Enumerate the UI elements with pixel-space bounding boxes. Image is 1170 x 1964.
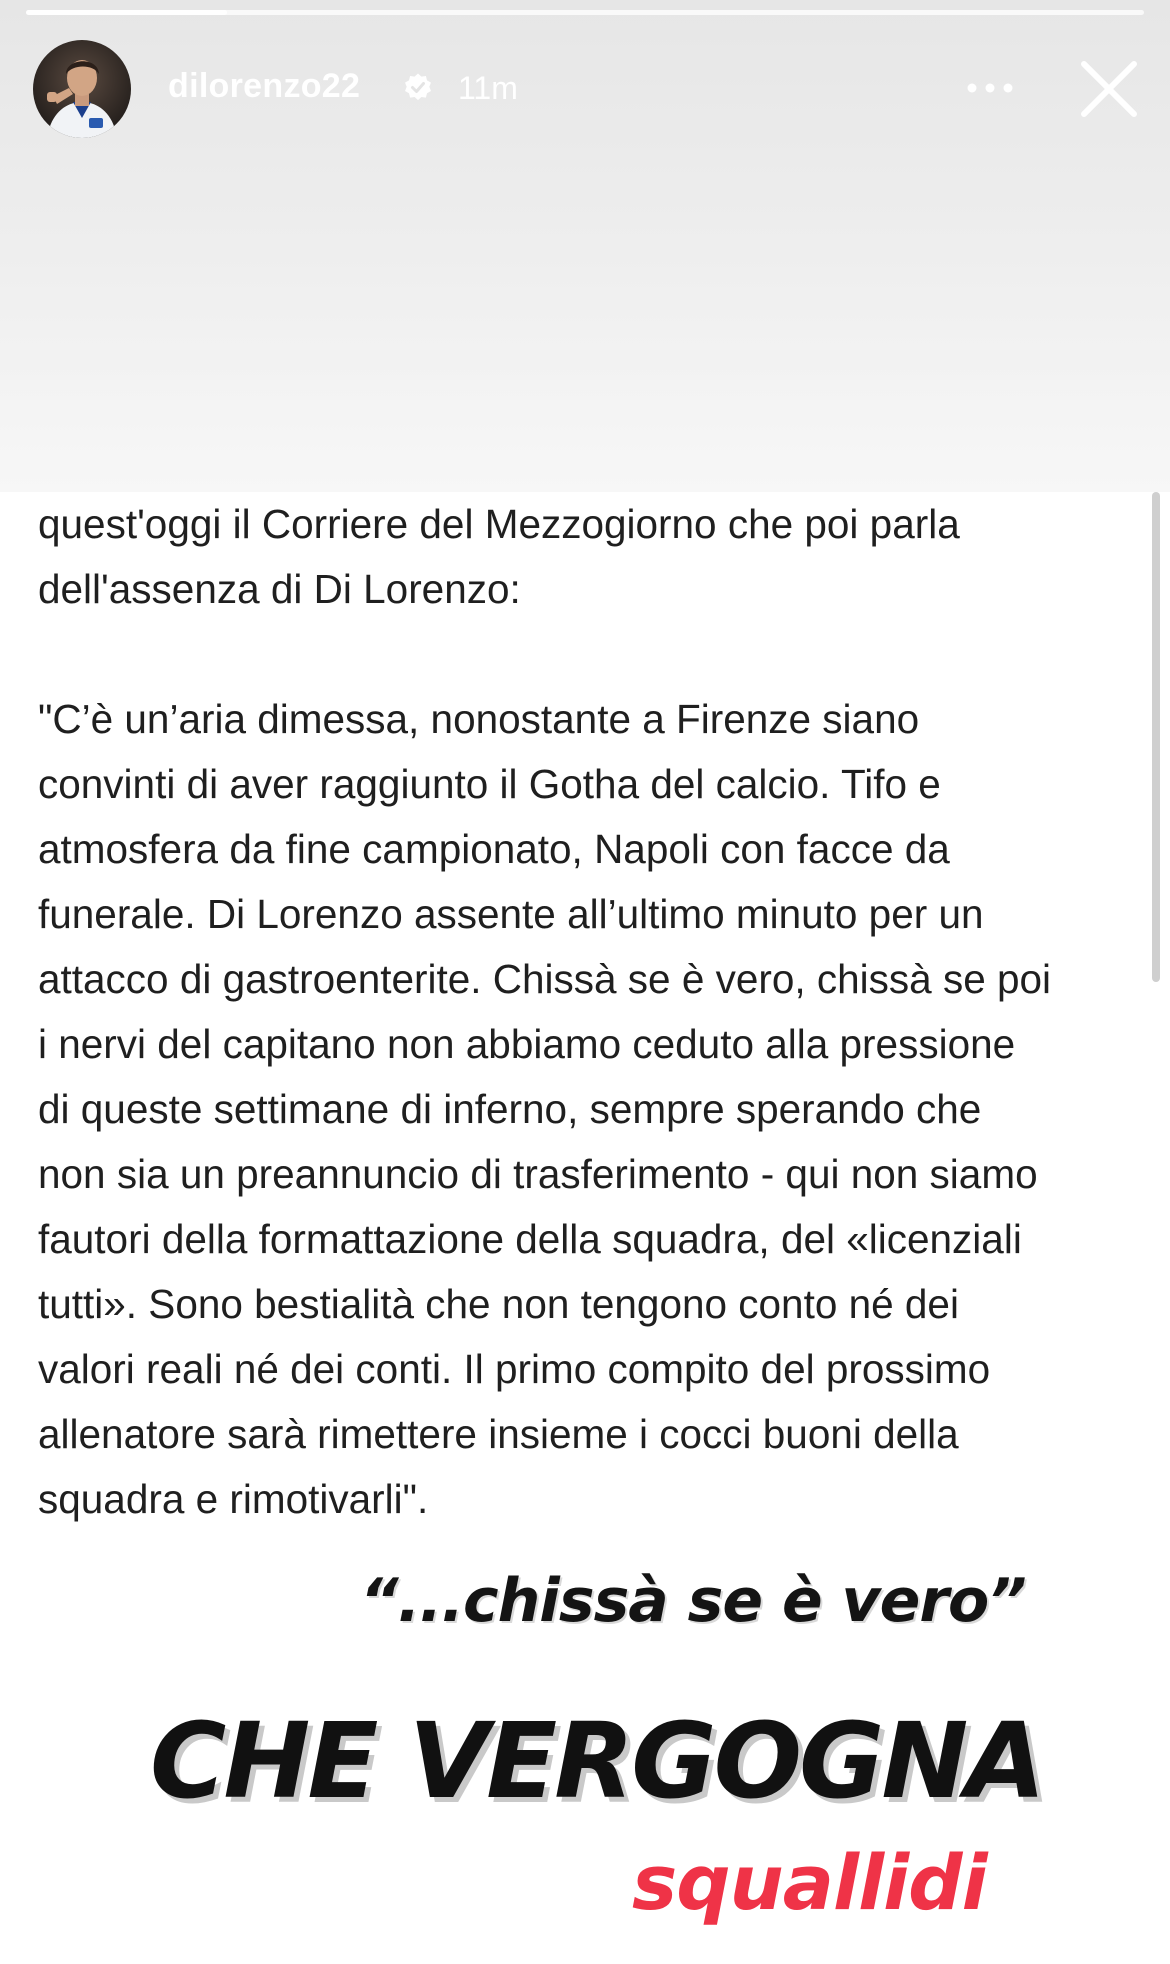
article-line: i nervi del capitano non abbiamo ceduto alla pressione: [38, 1021, 1016, 1067]
avatar[interactable]: [33, 40, 131, 138]
article-line: atmosfera da fine campionato, Napoli con facce da: [38, 826, 950, 872]
article-line: allenatore sarà rimettere insieme i cocci buoni della: [38, 1411, 959, 1457]
headline-caption: CHE VERGOGNA: [150, 1700, 1043, 1822]
avatar-photo: [33, 40, 131, 138]
article-line: funerale. Di Lorenzo assente all’ultimo minuto per un: [38, 891, 984, 937]
scrollbar[interactable]: [1152, 492, 1160, 982]
post-time: 11m: [458, 70, 518, 106]
story-progress-fill: [26, 10, 227, 15]
article-line: dell'assenza di Di Lorenzo:: [38, 566, 521, 612]
article-line: non sia un preannuncio di trasferimento - qui non siamo: [38, 1151, 1038, 1197]
story-progress-bar: [26, 10, 1144, 15]
article-line: tutti». Sono bestialità che non tengono conto né dei: [38, 1281, 959, 1327]
more-options-icon[interactable]: [960, 70, 1020, 106]
close-icon[interactable]: [1078, 58, 1140, 120]
article-line: squadra e rimotivarli".: [38, 1476, 429, 1522]
article-line: di queste settimane di inferno, sempre sperando che: [38, 1086, 982, 1132]
article-line: attacco di gastroenterite. Chissà se è vero, chissà se poi: [38, 956, 1052, 1002]
article-line: valori reali né dei conti. Il primo compito del prossimo: [38, 1346, 991, 1392]
article-text: [38, 492, 1148, 1532]
username[interactable]: dilorenzo22: [168, 67, 361, 105]
article-line: fautori della formattazione della squadra, del «licenziali: [38, 1216, 1022, 1262]
article-line: "C’è un’aria dimessa, nonostante a Firenze siano: [38, 696, 920, 742]
article-line: quest'oggi il Corriere del Mezzogiorno che poi parla: [38, 501, 960, 547]
paragraph-gap: [38, 622, 1148, 687]
verified-badge-icon: [402, 72, 434, 104]
article-line: convinti di aver raggiunto il Gotha del calcio. Tifo e: [38, 761, 941, 807]
tagline-caption: squallidi: [632, 1838, 987, 1927]
quote-caption: “...chissà se è vero”: [360, 1566, 1026, 1636]
